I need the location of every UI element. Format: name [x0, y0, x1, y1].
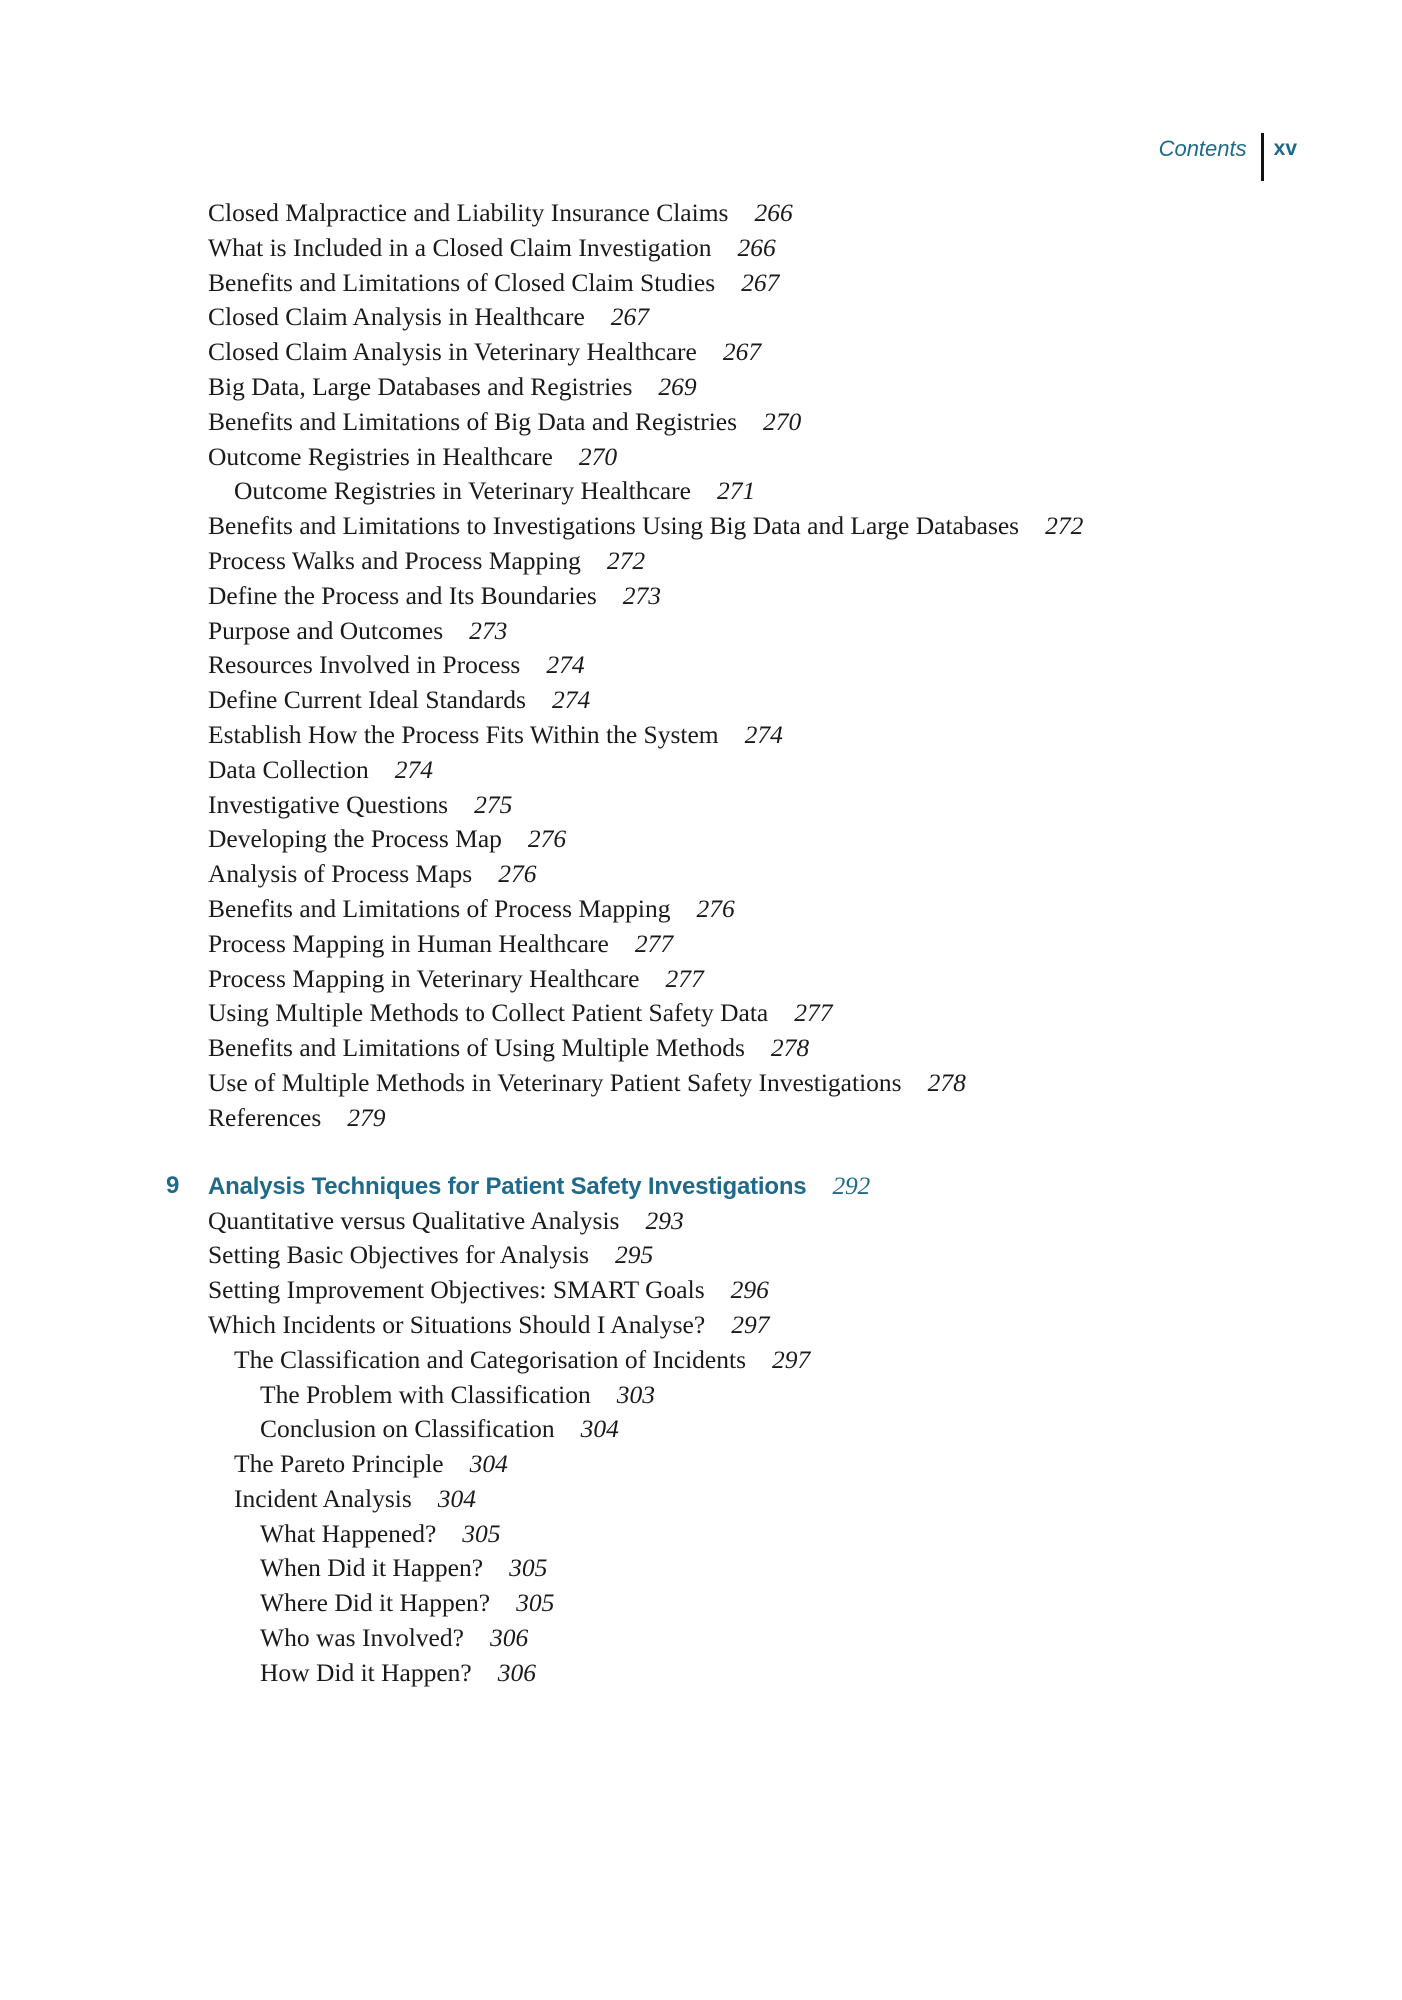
toc-entry-title: Setting Improvement Objectives: SMART Goals [208, 1275, 705, 1305]
toc-entry-page: 277 [665, 963, 704, 993]
running-head [1159, 133, 1297, 181]
toc-entry-page: 267 [722, 337, 762, 367]
toc-entry[interactable] [0, 579, 1402, 614]
toc-entry[interactable] [0, 718, 1402, 753]
toc-entry-page: 304 [469, 1449, 508, 1479]
toc-entry-page: 293 [645, 1205, 684, 1235]
toc-entry-page: 296 [730, 1275, 769, 1305]
toc-entry[interactable] [0, 1273, 1402, 1308]
toc-entry-page: 270 [763, 406, 802, 436]
toc-entry[interactable] [0, 1343, 1402, 1378]
toc-entry[interactable] [0, 474, 1402, 509]
toc-section-chapter-9 [0, 1204, 1402, 1691]
toc-entry-page: 270 [578, 441, 618, 471]
toc-entry[interactable] [0, 1412, 1402, 1447]
toc-entry-title: Investigative Questions [208, 789, 449, 819]
toc-entry-title: Developing the Process Map [208, 824, 502, 854]
toc-entry-page: 304 [580, 1414, 619, 1444]
chapter-title: Analysis Techniques for Patient Safety Investigations [208, 1172, 807, 1200]
toc-entry-page: 305 [462, 1518, 501, 1548]
toc-entry-page: 276 [527, 824, 567, 854]
toc-entry[interactable] [0, 335, 1402, 370]
toc-entry[interactable] [0, 196, 1402, 231]
toc-entry[interactable] [0, 857, 1402, 892]
toc-entry[interactable] [0, 788, 1402, 823]
toc-entry-page: 297 [772, 1344, 811, 1374]
toc-entry-page: 273 [469, 615, 508, 645]
toc-entry[interactable] [0, 1656, 1402, 1691]
toc-entry-page: 271 [716, 476, 756, 506]
chapter-title-line [208, 1168, 870, 1205]
toc-entry-page: 303 [616, 1379, 655, 1409]
toc-entry-page: 266 [754, 198, 793, 227]
toc-entry-page: 278 [770, 1033, 810, 1063]
toc-entry[interactable] [0, 300, 1402, 335]
toc-entry-page: 306 [489, 1623, 529, 1653]
toc-entry-title: Setting Basic Objectives for Analysis [208, 1240, 590, 1270]
toc-entry-page: 274 [744, 719, 783, 749]
toc-entry[interactable] [0, 266, 1402, 301]
toc-entry-title: Big Data, Large Databases and Registries [208, 371, 633, 401]
toc-entry[interactable] [0, 1447, 1402, 1482]
toc-entry-title: Benefits and Limitations of Process Mapping [208, 893, 671, 923]
toc-entry-title: Quantitative versus Qualitative Analysis [208, 1205, 620, 1235]
toc-entry[interactable] [0, 231, 1402, 266]
toc-entry-page: 305 [509, 1553, 548, 1583]
toc-entry-title: The Pareto Principle [234, 1449, 444, 1479]
toc-entry-title: Process Mapping in Human Healthcare [208, 928, 609, 958]
toc-entry[interactable] [0, 1551, 1402, 1586]
toc-section-chapter-8-continued [0, 196, 1402, 1136]
toc-entry-page: 297 [731, 1309, 770, 1339]
toc-entry-title: Closed Claim Analysis in Healthcare [208, 302, 585, 332]
toc-entry[interactable] [0, 1586, 1402, 1621]
toc-entry-title: Outcome Registries in Veterinary Healthcare [234, 476, 691, 506]
toc-entry-page: 274 [394, 754, 433, 784]
toc-entry-page: 269 [658, 371, 697, 401]
toc-entry-page: 272 [1045, 511, 1084, 541]
toc-entry-title: The Problem with Classification [260, 1379, 591, 1409]
toc-entry[interactable] [0, 1621, 1402, 1656]
toc-entry-page: 277 [634, 928, 674, 958]
toc-entry-title: What Happened? [260, 1518, 437, 1548]
toc-entry-title: Conclusion on Classification [260, 1414, 555, 1444]
toc-entry-title: Using Multiple Methods to Collect Patient Safety Data [208, 998, 769, 1028]
toc-entry[interactable] [0, 544, 1402, 579]
toc-entry-page: 267 [741, 267, 780, 297]
toc-entry-title: Which Incidents or Situations Should I Analyse? [208, 1309, 706, 1339]
toc-entry-page: 305 [516, 1588, 555, 1618]
toc-entry-page: 275 [474, 789, 513, 819]
toc-entry[interactable] [0, 753, 1402, 788]
toc-entry-title: Benefits and Limitations of Big Data and Registries [208, 406, 738, 436]
toc-entry-title: Define the Process and Its Boundaries [208, 580, 597, 610]
toc-entry-title: Define Current Ideal Standards [208, 685, 526, 715]
toc-entry-title: Data Collection [208, 754, 369, 784]
toc-entry[interactable] [0, 927, 1402, 962]
toc-entry-page: 266 [737, 232, 776, 262]
toc-entry-page: 276 [696, 893, 735, 923]
toc-entry-title: Closed Malpractice and Liability Insurance Claims [208, 198, 729, 227]
table-of-contents [0, 196, 1402, 1691]
toc-entry[interactable] [0, 1517, 1402, 1552]
toc-entry-title: Incident Analysis [234, 1483, 412, 1513]
toc-entry-title: Use of Multiple Methods in Veterinary Patient Safety Investigations [208, 1067, 902, 1097]
toc-entry-title: Closed Claim Analysis in Veterinary Healthcare [208, 337, 697, 367]
toc-entry-title: How Did it Happen? [260, 1657, 472, 1687]
toc-entry[interactable] [0, 1066, 1402, 1101]
toc-entry-page: 295 [615, 1240, 654, 1270]
toc-entry-page: 272 [606, 545, 646, 575]
toc-entry-title: Process Mapping in Veterinary Healthcare [208, 963, 640, 993]
toc-entry-title: Where Did it Happen? [260, 1588, 491, 1618]
toc-entry-title: Benefits and Limitations to Investigations Using Big Data and Large Databases [208, 511, 1020, 541]
toc-entry[interactable] [0, 1378, 1402, 1413]
toc-entry[interactable] [0, 1482, 1402, 1517]
toc-entry-page: 267 [610, 302, 650, 332]
toc-entry[interactable] [0, 683, 1402, 718]
toc-entry-page: 276 [498, 859, 537, 889]
chapter-number: 9 [166, 1171, 180, 1199]
toc-entry[interactable] [0, 892, 1402, 927]
toc-entry-page: 279 [347, 1102, 386, 1132]
toc-entry-title: The Classification and Categorisation of Incidents [234, 1344, 746, 1374]
toc-entry-title: Who was Involved? [260, 1623, 464, 1653]
toc-entry-title: Outcome Registries in Healthcare [208, 441, 553, 471]
toc-entry[interactable] [0, 648, 1402, 683]
toc-entry-title: Resources Involved in Process [208, 650, 521, 680]
toc-entry-title: Purpose and Outcomes [208, 615, 444, 645]
running-head-label: Contents [1158, 136, 1247, 161]
toc-entry[interactable] [0, 1101, 1402, 1136]
toc-entry[interactable] [0, 614, 1402, 649]
toc-entry[interactable] [0, 1238, 1402, 1273]
toc-entry-title: Benefits and Limitations of Using Multiple Methods [208, 1033, 745, 1063]
toc-entry-page: 274 [551, 685, 591, 715]
toc-entry-page: 278 [927, 1067, 966, 1097]
toc-entry[interactable] [0, 1031, 1402, 1066]
toc-entry-title: Process Walks and Process Mapping [208, 545, 581, 575]
toc-entry[interactable] [0, 962, 1402, 997]
toc-entry-page: 304 [437, 1483, 477, 1513]
toc-entry-title: References [208, 1102, 322, 1132]
toc-entry[interactable] [0, 822, 1402, 857]
chapter-heading[interactable] [0, 1168, 1402, 1204]
toc-entry[interactable] [0, 440, 1402, 475]
toc-entry[interactable] [0, 1204, 1402, 1239]
toc-entry-page: 274 [546, 650, 585, 680]
toc-entry[interactable] [0, 996, 1402, 1031]
toc-entry-title: What is Included in a Closed Claim Investigation [208, 232, 712, 262]
toc-entry-page: 273 [622, 580, 662, 610]
chapter-page-number: 292 [832, 1170, 871, 1200]
toc-entry-title: Analysis of Process Maps [208, 859, 473, 889]
page-number: xv [1273, 137, 1297, 160]
toc-entry-title: When Did it Happen? [260, 1553, 484, 1583]
toc-entry[interactable] [0, 1308, 1402, 1343]
toc-entry[interactable] [0, 509, 1402, 544]
toc-entry[interactable] [0, 405, 1402, 440]
toc-entry-title: Establish How the Process Fits Within the System [208, 719, 719, 749]
toc-entry-title: Benefits and Limitations of Closed Claim Studies [208, 267, 716, 297]
toc-entry-page: 277 [794, 998, 833, 1028]
toc-entry[interactable] [0, 370, 1402, 405]
toc-entry-page: 306 [497, 1657, 536, 1687]
